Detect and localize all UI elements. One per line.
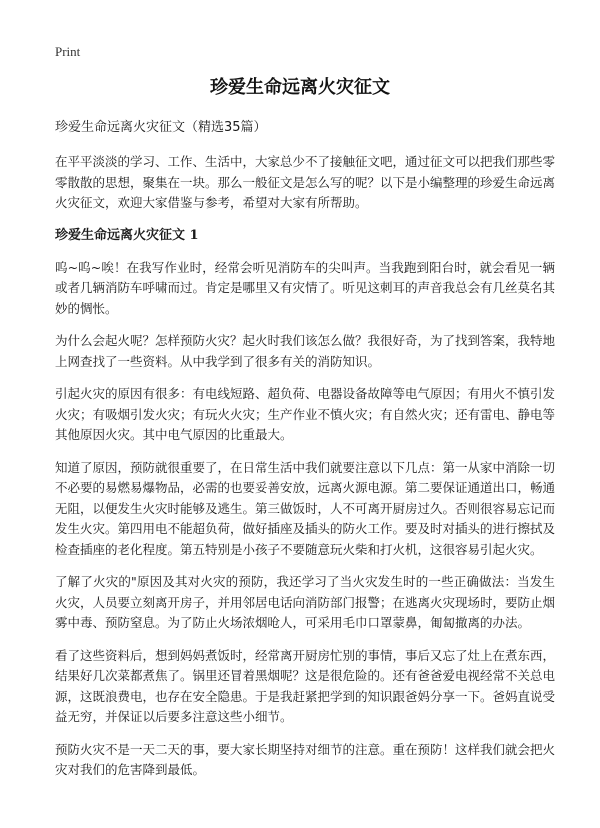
section-heading: 珍爱生命远离火灾征文 1 [55, 227, 199, 243]
page-title: 珍爱生命远离火灾征文 [210, 77, 390, 98]
body-paragraph: 预防火灾不是一天二天的事，要大家长期坚持对细节的注意。重在预防！这样我们就会把火灾对我们的危害降到最低。 [55, 741, 556, 777]
body-paragraph: 了解了火灾的"原因及其对火灾的预防，我还学习了当火灾发生时的一些正确做法：当发生火灾，人员要立刻离开房子，并用邻居电话向消防部门报警；在逃离火灾现场时，要防止烟雾中毒、预防窒息。为了防止火场浓烟呛人，可采用毛巾口罩蒙鼻，匍匐撤离的办法。 [55, 574, 556, 630]
body-paragraph: 看了这些资料后，想到妈妈煮饭时，经常离开厨房忙别的事情，事后又忘了灶上在煮东西，结果好几次菜都煮焦了。锅里还冒着黑烟呢？这是很危险的。还有爸爸爱电视经常不关总电源，这既浪费电，也存在安全隐患。于是我赶紧把学到的知识跟爸妈分享一下。爸妈直说受益无穷，并保证以后要多注意这些小细节。 [55, 647, 556, 724]
intro-paragraph: 在平平淡淡的学习、工作、生活中，大家总少不了接触征文吧，通过征文可以把我们那些零零散散的思想，聚集在一块。那么一般征文是怎么写的呢？以下是小编整理的珍爱生命远离火灾征文，欢迎大家借鉴与参考，希望对大家有所帮助。 [55, 154, 556, 210]
body-paragraph: 呜~呜~唉！在我写作业时，经常会听见消防车的尖叫声。当我跑到阳台时，就会看见一辆或者几辆消防车呼啸而过。肯定是哪里又有灾情了。听见这刺耳的声音我总会有几丝莫名其妙的惆怅。 [55, 259, 556, 316]
body-paragraph: 知道了原因，预防就很重要了，在日常生活中我们就要注意以下几点：第一从家中消除一切不必要的易燃易爆物品，必需的也要妥善安放，远离火源电源。第二要保证通道出口，畅通无阻，以便发生火灾时能够及逃生。第三做饭时，人不可离开厨房过久。否则很容易忘记而发生火灾。第四用电不能超负荷，做好插座及插头的防火工作。要及时对插头的进行擦拭及检查插座的老化程度。第五特别是小孩子不要随意玩火柴和打火机，这很容易引起火灾。 [55, 459, 556, 557]
body-paragraph: 引起火灾的原因有很多：有电线短路、超负荷、电器设备故障等电气原因；有用火不慎引发火灾；有吸烟引发火灾；有玩火火灾；生产作业不慎火灾；有自然火灾；还有雷电、静电等其他原因火灾。其中电气原因的比重最大。 [55, 386, 556, 442]
article-body [55, 118, 555, 793]
print-link[interactable]: Print [55, 44, 81, 59]
body-paragraph: 为什么会起火呢？怎样预防火灾？起火时我们该怎么做？我很好奇，为了找到答案，我特地上网查找了一些资料。从中我学到了很多有关的消防知识。 [55, 333, 556, 369]
article-subtitle: 珍爱生命远离火灾征文（精选35篇） [55, 120, 267, 135]
